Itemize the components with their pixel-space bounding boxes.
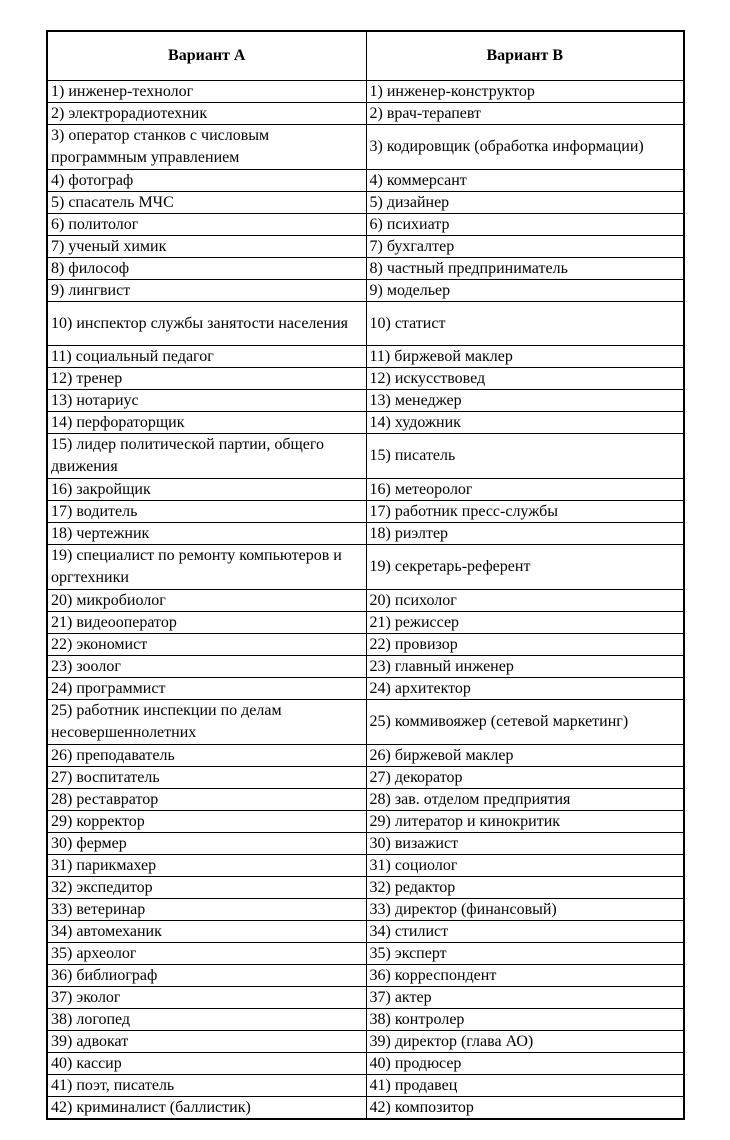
table-row [47, 545, 684, 590]
cell-variant-a: 28) реставратор [47, 789, 366, 811]
table-row [47, 125, 684, 170]
cell-variant-a: 13) нотариус [47, 390, 366, 412]
table-row [47, 170, 684, 192]
cell-variant-b: 9) модельер [366, 280, 684, 302]
cell-variant-a: 35) археолог [47, 943, 366, 965]
cell-variant-b: 3) кодировщик (обработка информации) [366, 125, 684, 170]
table-row [47, 523, 684, 545]
cell-variant-a: 38) логопед [47, 1009, 366, 1031]
cell-variant-b: 20) психолог [366, 590, 684, 612]
cell-variant-b: 10) статист [366, 302, 684, 346]
table-row [47, 192, 684, 214]
table-row [47, 1097, 684, 1120]
cell-variant-b: 36) корреспондент [366, 965, 684, 987]
cell-variant-b: 4) коммерсант [366, 170, 684, 192]
cell-variant-b: 12) искусствовед [366, 368, 684, 390]
cell-variant-b: 19) секретарь-референт [366, 545, 684, 590]
cell-variant-a: 10) инспектор службы занятости населения [47, 302, 366, 346]
cell-variant-a: 16) закройщик [47, 479, 366, 501]
cell-variant-a: 39) адвокат [47, 1031, 366, 1053]
cell-variant-b: 42) композитор [366, 1097, 684, 1120]
cell-variant-b: 24) архитектор [366, 678, 684, 700]
cell-variant-b: 22) провизор [366, 634, 684, 656]
cell-variant-b: 16) метеоролог [366, 479, 684, 501]
cell-variant-a: 6) политолог [47, 214, 366, 236]
table-row [47, 1075, 684, 1097]
cell-variant-b: 14) художник [366, 412, 684, 434]
table-row [47, 767, 684, 789]
header-row [47, 31, 684, 81]
cell-variant-a: 29) корректор [47, 811, 366, 833]
cell-variant-b: 21) режиссер [366, 612, 684, 634]
cell-variant-b: 25) коммивояжер (сетевой маркетинг) [366, 700, 684, 745]
cell-variant-b: 15) писатель [366, 434, 684, 479]
table-row [47, 501, 684, 523]
cell-variant-a: 12) тренер [47, 368, 366, 390]
table-row [47, 236, 684, 258]
table-row [47, 634, 684, 656]
table-row [47, 103, 684, 125]
cell-variant-b: 40) продюсер [366, 1053, 684, 1075]
cell-variant-a: 21) видеооператор [47, 612, 366, 634]
cell-variant-b: 11) биржевой маклер [366, 346, 684, 368]
cell-variant-a: 36) библиограф [47, 965, 366, 987]
table-row [47, 368, 684, 390]
cell-variant-b: 7) бухгалтер [366, 236, 684, 258]
cell-variant-a: 7) ученый химик [47, 236, 366, 258]
table-row [47, 479, 684, 501]
cell-variant-a: 9) лингвист [47, 280, 366, 302]
table-row [47, 921, 684, 943]
cell-variant-b: 34) стилист [366, 921, 684, 943]
cell-variant-a: 31) парикмахер [47, 855, 366, 877]
cell-variant-a: 30) фермер [47, 833, 366, 855]
cell-variant-a: 37) эколог [47, 987, 366, 1009]
cell-variant-a: 40) кассир [47, 1053, 366, 1075]
cell-variant-a: 5) спасатель МЧС [47, 192, 366, 214]
table-row [47, 943, 684, 965]
cell-variant-a: 19) специалист по ремонту компьютеров и оргтехники [47, 545, 366, 590]
cell-variant-a: 41) поэт, писатель [47, 1075, 366, 1097]
cell-variant-b: 29) литератор и кинокритик [366, 811, 684, 833]
cell-variant-a: 22) экономист [47, 634, 366, 656]
cell-variant-b: 17) работник пресс-службы [366, 501, 684, 523]
table-row [47, 1009, 684, 1031]
cell-variant-a: 25) работник инспекции по делам несовершеннолетних [47, 700, 366, 745]
cell-variant-b: 32) редактор [366, 877, 684, 899]
table-body [47, 81, 684, 1120]
table-row [47, 612, 684, 634]
cell-variant-a: 33) ветеринар [47, 899, 366, 921]
table-row [47, 346, 684, 368]
cell-variant-b: 18) риэлтер [366, 523, 684, 545]
cell-variant-a: 8) философ [47, 258, 366, 280]
table-row [47, 877, 684, 899]
cell-variant-a: 4) фотограф [47, 170, 366, 192]
table-row [47, 700, 684, 745]
cell-variant-b: 27) декоратор [366, 767, 684, 789]
cell-variant-a: 23) зоолог [47, 656, 366, 678]
table-row [47, 899, 684, 921]
cell-variant-a: 2) электрорадиотехник [47, 103, 366, 125]
cell-variant-a: 32) экспедитор [47, 877, 366, 899]
cell-variant-b: 37) актер [366, 987, 684, 1009]
cell-variant-a: 15) лидер политической партии, общего движения [47, 434, 366, 479]
cell-variant-b: 39) директор (глава АО) [366, 1031, 684, 1053]
cell-variant-b: 2) врач-терапевт [366, 103, 684, 125]
table-row [47, 656, 684, 678]
table-row [47, 434, 684, 479]
cell-variant-b: 31) социолог [366, 855, 684, 877]
cell-variant-a: 26) преподаватель [47, 745, 366, 767]
cell-variant-b: 13) менеджер [366, 390, 684, 412]
cell-variant-b: 33) директор (финансовый) [366, 899, 684, 921]
cell-variant-a: 1) инженер-технолог [47, 81, 366, 103]
cell-variant-b: 35) эксперт [366, 943, 684, 965]
professions-table [46, 30, 685, 1120]
cell-variant-a: 11) социальный педагог [47, 346, 366, 368]
cell-variant-a: 18) чертежник [47, 523, 366, 545]
table-row [47, 1031, 684, 1053]
table-row [47, 965, 684, 987]
cell-variant-a: 34) автомеханик [47, 921, 366, 943]
cell-variant-a: 20) микробиолог [47, 590, 366, 612]
table-row [47, 833, 684, 855]
table-row [47, 1053, 684, 1075]
cell-variant-b: 23) главный инженер [366, 656, 684, 678]
cell-variant-a: 27) воспитатель [47, 767, 366, 789]
table-row [47, 987, 684, 1009]
cell-variant-b: 26) биржевой маклер [366, 745, 684, 767]
cell-variant-a: 14) перфораторщик [47, 412, 366, 434]
table-row [47, 81, 684, 103]
cell-variant-b: 6) психиатр [366, 214, 684, 236]
table-row [47, 412, 684, 434]
table-row [47, 855, 684, 877]
table-row [47, 280, 684, 302]
cell-variant-b: 30) визажист [366, 833, 684, 855]
table-row [47, 390, 684, 412]
table-row [47, 811, 684, 833]
cell-variant-a: 17) водитель [47, 501, 366, 523]
table-row [47, 214, 684, 236]
table-row [47, 258, 684, 280]
cell-variant-b: 38) контролер [366, 1009, 684, 1031]
table-row [47, 302, 684, 346]
table-row [47, 789, 684, 811]
cell-variant-a: 42) криминалист (баллистик) [47, 1097, 366, 1120]
cell-variant-b: 8) частный предприниматель [366, 258, 684, 280]
table-row [47, 590, 684, 612]
cell-variant-a: 24) программист [47, 678, 366, 700]
cell-variant-b: 1) инженер-конструктор [366, 81, 684, 103]
header-variant-b: Вариант В [366, 31, 684, 81]
cell-variant-b: 41) продавец [366, 1075, 684, 1097]
table-row [47, 678, 684, 700]
header-variant-a: Вариант А [47, 31, 366, 81]
cell-variant-a: 3) оператор станков с числовым программным управлением [47, 125, 366, 170]
cell-variant-b: 28) зав. отделом предприятия [366, 789, 684, 811]
table-row [47, 745, 684, 767]
cell-variant-b: 5) дизайнер [366, 192, 684, 214]
